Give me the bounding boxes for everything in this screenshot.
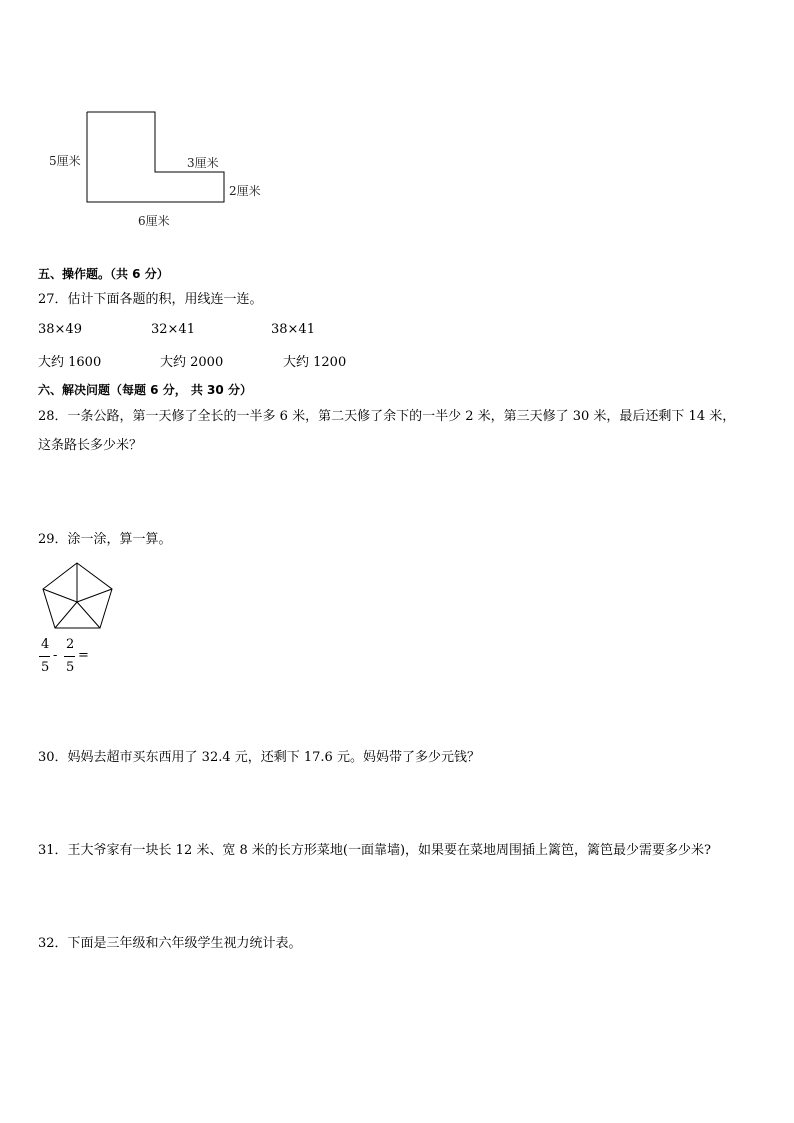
- fraction-expression: [38, 637, 98, 681]
- section6-heading: 六、解决问题（每题 6 分， 共 30 分）: [38, 383, 252, 397]
- q27-estimate: 大约 2000: [160, 355, 224, 370]
- fraction-a-numerator: 4: [41, 637, 50, 652]
- label-step-width: 3厘米: [187, 156, 219, 170]
- minus-sign: -: [53, 648, 58, 663]
- pentagon-divider: [55, 602, 77, 628]
- fraction-b-denominator: 5: [66, 660, 75, 675]
- q29-text: 29．涂一涂，算一算。: [38, 532, 172, 547]
- fraction-b-numerator: 2: [66, 637, 75, 652]
- label-right-side: 2厘米: [229, 184, 261, 198]
- q27-text: 27．估计下面各题的积，用线连一连。: [38, 292, 263, 307]
- q27-estimate: 大约 1600: [38, 355, 102, 370]
- section5-heading: 五、操作题。（共 6 分）: [38, 267, 169, 281]
- q27-estimate: 大约 1200: [283, 355, 347, 370]
- q27-expression: 38×41: [271, 322, 315, 337]
- q30-text: 30．妈妈去超市买东西用了 32.4 元，还剩下 17.6 元。妈妈带了多少元钱？: [38, 750, 480, 765]
- pentagon-divider: [43, 589, 77, 602]
- q32-text: 32．下面是三年级和六年级学生视力统计表。: [38, 936, 302, 951]
- equals-sign: =: [78, 648, 89, 663]
- q28-text-line1: 28．一条公路，第一天修了全长的一半多 6 米，第二天修了余下的一半少 2 米，第三天修了 30 米，最后还剩下 14 米，: [38, 409, 736, 424]
- q27-expression: 32×41: [151, 322, 195, 337]
- fraction-b-bar: [64, 656, 75, 657]
- fraction-a-denominator: 5: [41, 660, 50, 675]
- fraction-a-bar: [39, 656, 50, 657]
- l-shape-figure: [0, 0, 300, 240]
- pentagon-divider: [77, 589, 112, 602]
- q27-expression: 38×49: [38, 322, 82, 337]
- pentagon-divider: [77, 602, 100, 628]
- label-bottom-side: 6厘米: [138, 214, 170, 228]
- pentagon-figure: [38, 560, 118, 632]
- q28-text-line2: 这条路长多少米？: [38, 438, 143, 453]
- q31-text: 31．王大爷家有一块长 12 米、宽 8 米的长方形菜地(一面靠墙)，如果要在菜地周围插上篱笆，篱笆最少需要多少米?: [38, 843, 711, 858]
- label-left-side: 5厘米: [49, 154, 81, 168]
